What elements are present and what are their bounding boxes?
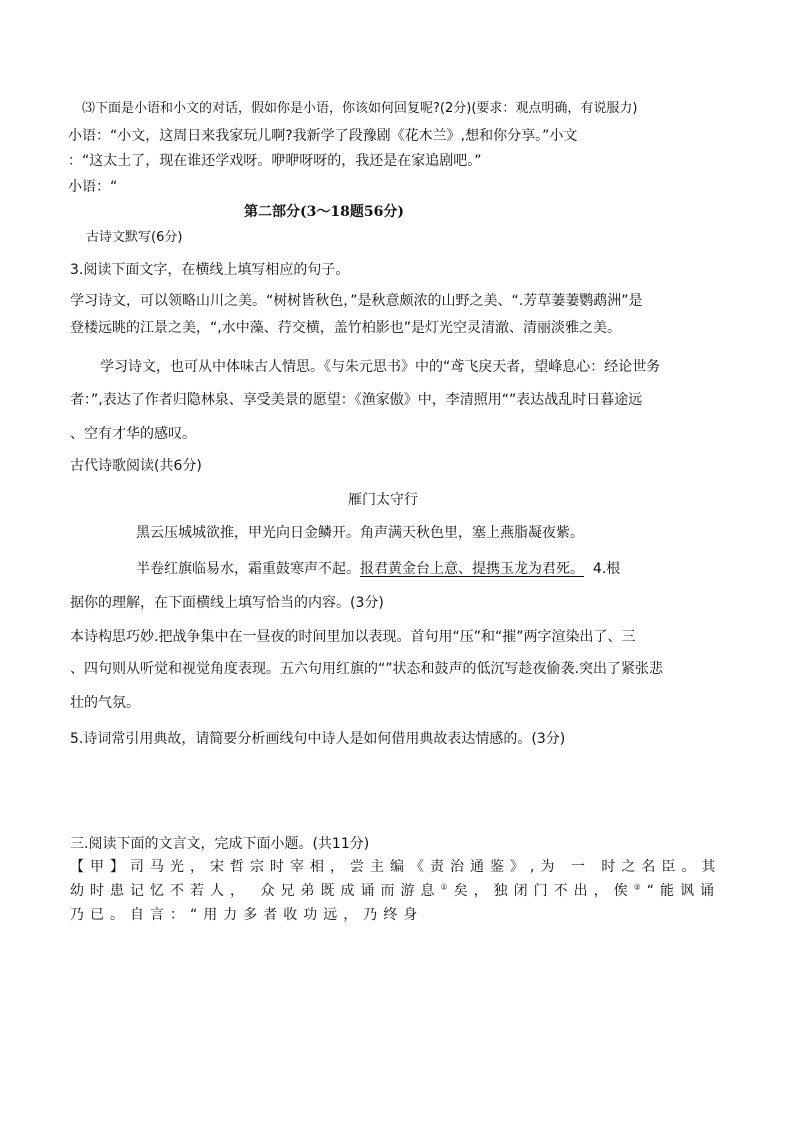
q3-instruction: 3.阅读下面文字，在横线上填写相应的句子。: [70, 262, 350, 278]
analysis-line-2: 、四句则从听觉和视觉角度表现。五六句用红旗的“”状态和鼓声的低沉写趁夜偷袭.突出了紧张悲: [70, 661, 663, 677]
classical-line-1: 【甲】司马光，宋哲宗时宰相，尝主编《责治通鉴》,为 一 时之名臣。其: [70, 859, 722, 875]
analysis-line-3: 壮的气氛。: [70, 695, 140, 711]
footnote-marker-2: ②: [633, 882, 647, 892]
dialog-line-3: 小语：“: [68, 179, 118, 195]
dialog-line-2: ：“这太土了，现在谁还学戏呀。咿咿呀呀的，我还是在家追剧吧。”: [68, 153, 482, 169]
q3-prompt: ⑶下面是小语和小文的对话，假如你是小语，你该如何回复呢?(2分)(要求：观点明确，有说服力): [82, 101, 638, 116]
classical-line-2-part-a: 幼时患记忆不若人， 众兄弟既成诵而游息: [70, 883, 441, 899]
classical-line-2-part-c: “能讽诵: [646, 883, 721, 899]
poem-line-2-plain: 半卷红旗临易水，霜重鼓寒声不起。: [136, 561, 360, 577]
classical-line-2: [70, 881, 720, 901]
poem-line-2: [136, 559, 620, 579]
q4-instruction: 据你的理解，在下面横线上填写恰当的内容。(3分): [70, 595, 384, 611]
poem-underlined-line: 报君黄金台上意、提携玉龙为君死。: [360, 561, 584, 577]
ancient-poem-heading: 古代诗歌阅读(共6分): [70, 458, 202, 474]
analysis-line-1: 本诗构思巧妙.把战争集中在一昼夜的时间里加以表现。首句用“压”和“摧”两字渲染出了、三: [70, 629, 636, 645]
recite-p1-line2: 登楼远眺的江景之美，“,水中藻、荇交横，盖竹柏影也”是灯光空灵清澈、清丽淡雅之美。: [70, 320, 621, 336]
recite-p2-line3: 、空有才华的感叹。: [70, 426, 196, 442]
poem-line-1: 黑云压城城欲推，甲光向日金鳞开。角声满天秋色里，塞上燕脂凝夜紫。: [136, 525, 584, 541]
recite-heading: 古诗文默写(6分): [86, 230, 183, 245]
dialog-line-1: 小语：“小文，这周日来我家玩儿啊?我新学了段豫剧《花木兰》,想和你分享。”小文: [68, 128, 578, 144]
q5-instruction: 5.诗词常引用典故，请简要分析画线句中诗人是如何借用典故表达情感的。(3分): [70, 731, 566, 747]
classical-heading: 三.阅读下面的文言文，完成下面小题。(共11分): [70, 836, 370, 852]
recite-p2-line1: 学习诗文，也可从中体味古人情思。《与朱元思书》中的“鸢飞戾天者，望峰息心：经论世务: [100, 359, 661, 375]
q4-number: 4.根: [592, 561, 621, 577]
recite-p2-line2: 者：”,表达了作者归隐林泉、享受美景的愿望：《渔家傲》中，李清照用“”表达战乱时日暮途远: [70, 392, 643, 408]
footnote-marker-1: ①: [440, 882, 454, 892]
recite-p1-line1: 学习诗文，可以领略山川之美。“树树皆秋色，”是秋意颇浓的山野之美、“.芳草萋萋鹦鹉洲”是: [70, 293, 643, 309]
poem-title: 雁门太守行: [348, 492, 418, 508]
classical-line-3: 乃已。自言：“用力多者收功远，乃终身: [70, 907, 424, 923]
classical-line-2-part-b: 矣，独闭门不出，俟: [453, 883, 634, 899]
part2-title: 第二部分(3～18题56分): [244, 204, 404, 220]
